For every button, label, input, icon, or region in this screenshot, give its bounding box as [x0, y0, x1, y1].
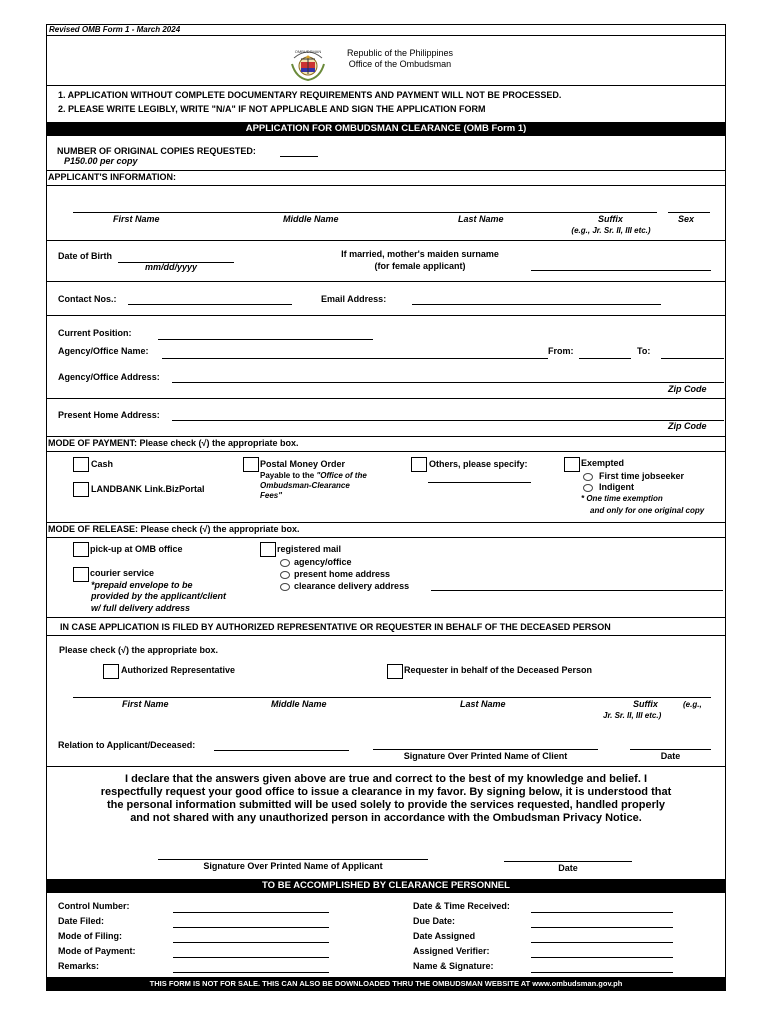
relation-input-line[interactable] [214, 750, 349, 751]
date-assigned-line[interactable] [531, 942, 673, 943]
rep-first-name-label: First Name [122, 699, 169, 709]
payable-text: Payable to the [260, 471, 315, 480]
assigned-verifier-label: Assigned Verifier: [413, 946, 490, 956]
courier-label: courier service [90, 568, 155, 578]
footer-band: THIS FORM IS NOT FOR SALE. THIS CAN ALSO BE DOWNLOADED THRU THE OMBUDSMAN WEBSITE AT www.ombudsman.gov.ph [46, 977, 726, 991]
note-1: 1. APPLICATION WITHOUT COMPLETE DOCUMENTARY REQUIREMENTS AND PAYMENT WILL NOT BE PROCESSED. [58, 90, 562, 100]
form-title-band: APPLICATION FOR OMBUDSMAN CLEARANCE (OMB Form 1) [46, 122, 726, 136]
form-revision: Revised OMB Form 1 - March 2024 [49, 25, 181, 34]
date-filed-label: Date Filed: [58, 916, 105, 926]
indigent-label: Indigent [599, 482, 634, 492]
agency-address-input-line[interactable] [172, 382, 724, 383]
position-label: Current Position: [58, 328, 132, 338]
registered-mail-checkbox[interactable] [260, 542, 276, 557]
representative-instruction: Please check (√) the appropriate box. [59, 645, 218, 655]
suffix-example: (e.g., Jr. Sr. II, III etc.) [571, 226, 651, 235]
pickup-label: pick-up at OMB office [90, 544, 183, 554]
client-date-label: Date [660, 751, 681, 761]
mode-payment-label: Mode of Payment: [58, 946, 136, 956]
date-time-received-label: Date & Time Received: [413, 901, 510, 911]
release-heading: MODE OF RELEASE: Please check (√) the appropriate box. [48, 524, 300, 534]
payable-quote-3: Fees" [260, 491, 283, 500]
pickup-checkbox[interactable] [73, 542, 89, 557]
contact-label: Contact Nos.: [58, 294, 117, 304]
relation-label: Relation to Applicant/Deceased: [58, 740, 196, 750]
rep-middle-name-label: Middle Name [271, 699, 327, 709]
requester-deceased-label: Requester in behalf of the Deceased Person [404, 665, 593, 675]
client-signature-line[interactable] [373, 749, 598, 750]
due-date-line[interactable] [531, 927, 673, 928]
client-date-line[interactable] [630, 749, 711, 750]
name-signature-label: Name & Signature: [413, 961, 494, 971]
date-filed-line[interactable] [173, 927, 329, 928]
first-name-label: First Name [113, 214, 160, 224]
authorized-representative-checkbox[interactable] [103, 664, 119, 679]
dob-label: Date of Birth [58, 251, 112, 261]
clearance-delivery-radio[interactable] [280, 583, 290, 591]
zip-code-label-1: Zip Code [668, 384, 707, 394]
others-label: Others, please specify: [429, 459, 528, 469]
payable-quote-2: Ombudsman-Clearance [260, 481, 350, 490]
rep-suffix-example: Jr. Sr. II, III etc.) [603, 711, 662, 720]
declaration-line-3: the personal information submitted will be used solely to provide the services requested, handled properly [106, 799, 666, 811]
suffix-label: Suffix [598, 214, 623, 224]
others-input-line[interactable] [428, 482, 531, 483]
present-home-label: present home address [294, 569, 391, 579]
postal-money-order-checkbox[interactable] [243, 457, 259, 472]
authorized-representative-label: Authorized Representative [121, 665, 236, 675]
date-assigned-label: Date Assigned [413, 931, 476, 941]
exempt-note-2: and only for one original copy [590, 506, 705, 515]
assigned-verifier-line[interactable] [531, 957, 673, 958]
cash-checkbox[interactable] [73, 457, 89, 472]
agency-office-radio[interactable] [280, 559, 290, 567]
declaration-line-1: I declare that the answers given above are true and correct to the best of my knowledge and belief. I [124, 773, 648, 785]
first-time-jobseeker-label: First time jobseeker [599, 471, 685, 481]
postal-money-order-label: Postal Money Order [260, 459, 346, 469]
to-label: To: [637, 346, 651, 356]
name-input-line[interactable] [73, 212, 657, 213]
note-2: 2. PLEASE WRITE LEGIBLY, WRITE "N/A" IF NOT APPLICABLE AND SIGN THE APPLICATION FORM [58, 104, 486, 114]
from-label: From: [548, 346, 574, 356]
applicant-date-line[interactable] [504, 861, 632, 862]
dob-format: mm/dd/yyyy [145, 262, 198, 272]
mode-filing-label: Mode of Filing: [58, 931, 122, 941]
copies-price: P150.00 per copy [64, 156, 138, 166]
courier-checkbox[interactable] [73, 567, 89, 582]
applicant-signature-label: Signature Over Printed Name of Applicant [203, 861, 383, 871]
courier-note-2: provided by the applicant/client [91, 591, 227, 601]
present-home-radio[interactable] [280, 571, 290, 579]
contact-input-line[interactable] [128, 304, 292, 305]
courier-note-3: w/ full delivery address [91, 603, 191, 613]
rep-suffix-label: Suffix [633, 699, 658, 709]
applicant-signature-line[interactable] [158, 859, 428, 860]
rep-suffix-eg: (e.g., [683, 700, 702, 709]
delivery-address-input-line[interactable] [431, 590, 723, 591]
indigent-radio[interactable] [583, 484, 593, 492]
exempt-note-1: * One time exemption [581, 494, 663, 503]
remarks-label: Remarks: [58, 961, 100, 971]
control-number-line[interactable] [173, 912, 329, 913]
first-time-jobseeker-radio[interactable] [583, 473, 593, 481]
maiden-label-1: If married, mother's maiden surname [341, 249, 499, 259]
exempted-checkbox[interactable] [564, 457, 580, 472]
home-address-input-line[interactable] [172, 420, 724, 421]
rep-last-name-label: Last Name [460, 699, 506, 709]
to-input-line[interactable] [661, 358, 724, 359]
declaration-line-2: respectfully request your good office to issue a clearance in my favor. By signing below, it is understood that [100, 786, 672, 798]
office-text: Office of the Ombudsman [348, 59, 452, 69]
maiden-input-line[interactable] [531, 270, 711, 271]
sex-label: Sex [678, 214, 695, 224]
courier-note-1: *prepaid envelope to be [91, 580, 193, 590]
middle-name-label: Middle Name [283, 214, 339, 224]
last-name-label: Last Name [458, 214, 504, 224]
applicant-heading: APPLICANT'S INFORMATION: [48, 172, 176, 182]
cash-label: Cash [91, 459, 114, 469]
copies-input-line[interactable] [280, 156, 318, 157]
declaration-line-4: and not shared with any unauthorized person in accordance with the Ombudsman Privacy Notice. [130, 812, 642, 824]
payment-heading: MODE OF PAYMENT: Please check (√) the appropriate box. [48, 438, 299, 448]
position-input-line[interactable] [158, 339, 373, 340]
registered-mail-label: registered mail [277, 544, 342, 554]
landbank-checkbox[interactable] [73, 482, 89, 497]
sex-input-line[interactable] [668, 212, 710, 213]
zip-code-label-2: Zip Code [668, 421, 707, 431]
ombudsman-seal-logo [286, 44, 330, 82]
landbank-label: LANDBANK Link.BizPortal [91, 484, 205, 494]
agency-office-label: agency/office [294, 557, 352, 567]
others-checkbox[interactable] [411, 457, 427, 472]
due-date-label: Due Date: [413, 916, 456, 926]
home-address-label: Present Home Address: [58, 410, 160, 420]
name-signature-line[interactable] [531, 972, 673, 973]
agency-label: Agency/Office Name: [58, 346, 149, 356]
agency-input-line[interactable] [162, 358, 548, 359]
mode-payment-line[interactable] [173, 957, 329, 958]
remarks-line[interactable] [173, 972, 329, 973]
exempted-label: Exempted [581, 458, 625, 468]
mode-filing-line[interactable] [173, 942, 329, 943]
from-input-line[interactable] [579, 358, 631, 359]
republic-text: Republic of the Philippines [346, 48, 454, 58]
control-number-label: Control Number: [58, 901, 130, 911]
svg-text:OMBUDSMAN: OMBUDSMAN [294, 49, 322, 54]
email-input-line[interactable] [412, 304, 661, 305]
agency-address-label: Agency/Office Address: [58, 372, 160, 382]
requester-deceased-checkbox[interactable] [387, 664, 403, 679]
maiden-label-2: (for female applicant) [374, 261, 466, 271]
payable-quote-1: "Office of the [316, 471, 367, 480]
date-time-received-line[interactable] [531, 912, 673, 913]
rep-name-input-line[interactable] [73, 697, 711, 698]
clearance-delivery-label: clearance delivery address [294, 581, 410, 591]
personnel-heading-band: TO BE ACCOMPLISHED BY CLEARANCE PERSONNEL [46, 879, 726, 893]
client-signature-label: Signature Over Printed Name of Client [403, 751, 568, 761]
applicant-date-label: Date [558, 863, 578, 873]
copies-label: NUMBER OF ORIGINAL COPIES REQUESTED: [57, 146, 256, 156]
representative-heading: IN CASE APPLICATION IS FILED BY AUTHORIZED REPRESENTATIVE OR REQUESTER IN BEHALF OF THE DECEASED PERSON [60, 622, 611, 632]
email-label: Email Address: [321, 294, 387, 304]
